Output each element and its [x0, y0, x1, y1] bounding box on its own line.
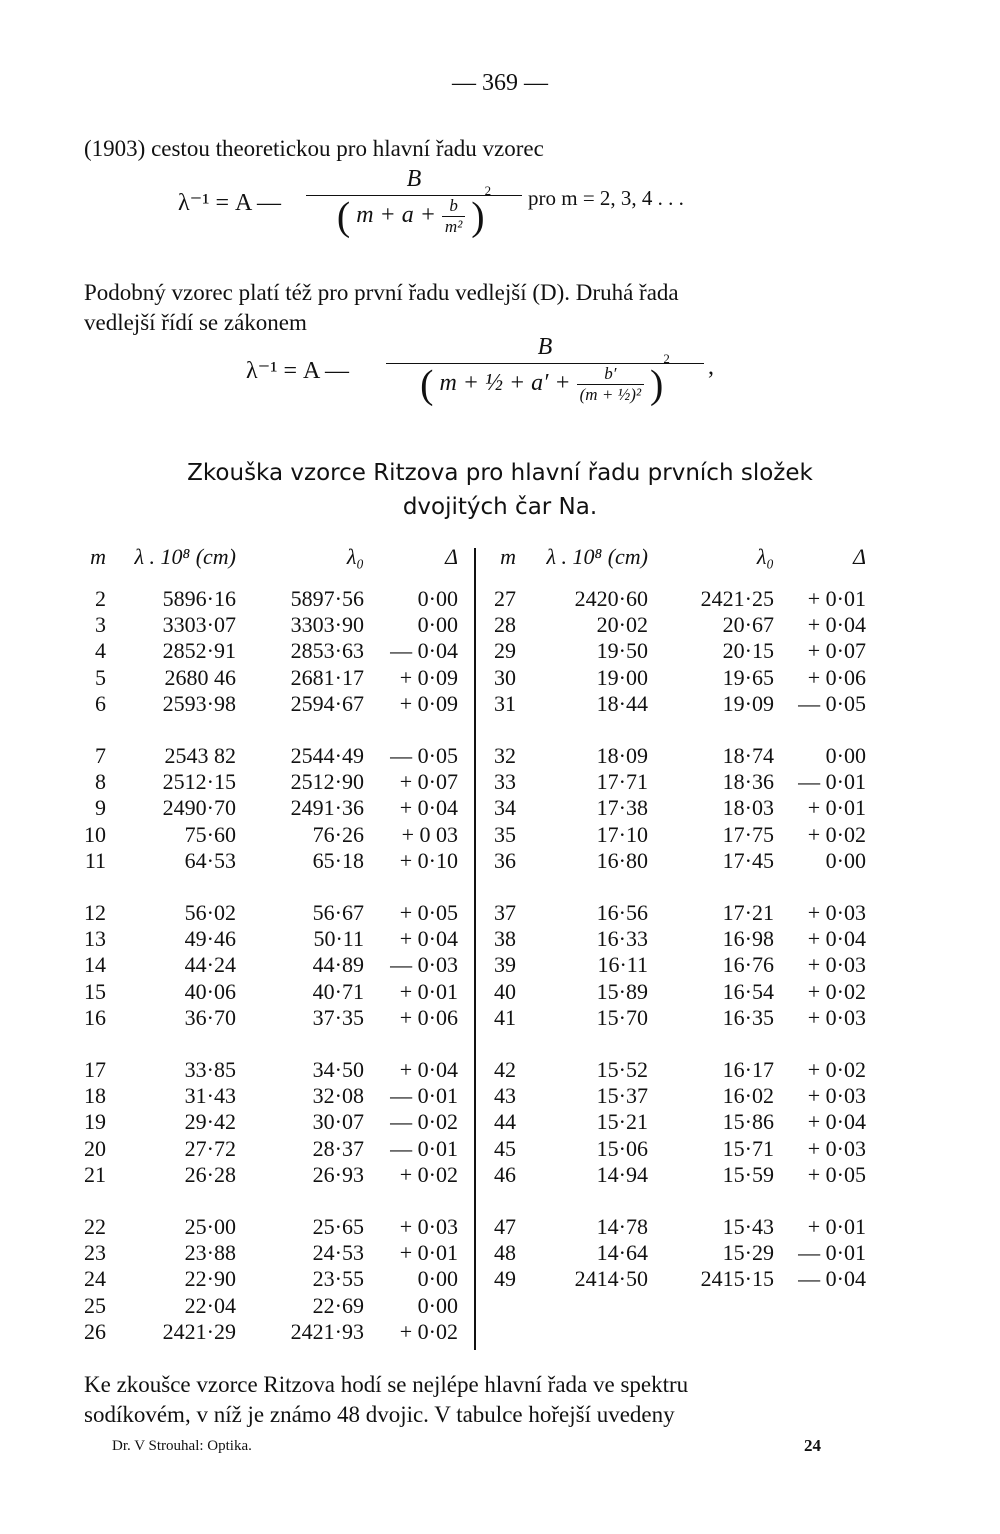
- right-cell-lambda0: 17·45: [722, 847, 774, 873]
- left-cell-m: 8: [95, 769, 106, 795]
- paragraph1-line1: Podobný vzorec platí též pro první řadu vedlejší (D). Druhá řada: [84, 280, 679, 305]
- right-cell-m: 32: [494, 743, 516, 768]
- right-cell-m: 47: [494, 1214, 516, 1239]
- right-cell-delta: + 0·04: [807, 1109, 866, 1135]
- right-header-delta: Δ: [853, 544, 866, 569]
- right-cell-lambda0: 2421·25: [700, 586, 774, 611]
- left-cell-lambda: 33·85: [184, 1057, 236, 1082]
- right-header-m: m: [500, 544, 516, 569]
- left-cell-lambda: 2543 82: [164, 743, 236, 768]
- left-cell-delta: — 0·04: [390, 638, 458, 664]
- right-cell-lambda0: 18·03: [722, 795, 774, 821]
- caption-line2: dvojitých čar Na.: [402, 494, 598, 520]
- left-cell-lambda0: 56·67: [312, 900, 364, 925]
- right-cell-lambda0: 17·21: [722, 900, 774, 925]
- left-cell-delta: — 0·01: [390, 1135, 458, 1161]
- left-cell-lambda0: 30·07: [312, 1109, 364, 1135]
- left-cell-delta: + 0·04: [399, 926, 458, 952]
- right-cell-lambda: 15·52: [596, 1057, 648, 1082]
- left-cell-lambda0: 23·55: [312, 1266, 364, 1292]
- right-cell-lambda: 16·11: [597, 952, 648, 978]
- right-cell-lambda: 17·71: [596, 769, 648, 795]
- left-cell-lambda0: 22·69: [312, 1292, 364, 1318]
- right-cell-m: 33: [494, 769, 516, 795]
- left-cell-lambda0: 25·65: [312, 1214, 364, 1239]
- left-cell-lambda: 25·00: [184, 1214, 236, 1239]
- left-cell-delta: + 0·07: [399, 769, 458, 795]
- left-cell-delta: + 0·09: [399, 690, 458, 716]
- right-cell-lambda: 2414·50: [574, 1266, 648, 1292]
- right-cell-lambda0: 19·65: [722, 664, 774, 690]
- footer-sheet-number: 24: [804, 1436, 821, 1455]
- right-cell-m: 39: [494, 952, 516, 978]
- right-cell-m: 37: [494, 900, 516, 925]
- right-cell-lambda0: 18·36: [722, 769, 774, 795]
- formula2-paren-close: ): [650, 361, 664, 407]
- right-cell-delta: + 0·07: [807, 638, 866, 664]
- left-cell-m: 21: [84, 1161, 106, 1187]
- left-cell-delta: + 0·04: [399, 1057, 458, 1082]
- left-cell-delta: 0·00: [417, 1292, 458, 1318]
- right-cell-delta: + 0·02: [807, 821, 866, 847]
- footer-author: Dr. V Strouhal: Optika.: [112, 1438, 252, 1454]
- right-cell-m: 30: [494, 664, 516, 690]
- left-cell-lambda: 5896·16: [162, 586, 236, 611]
- right-cell-lambda: 15·89: [596, 978, 648, 1004]
- formula1-paren-open: (: [336, 193, 351, 239]
- right-cell-m: 44: [494, 1109, 516, 1135]
- right-cell-lambda: 16·56: [596, 900, 648, 925]
- right-cell-delta: + 0·02: [807, 978, 866, 1004]
- right-cell-lambda: 18·44: [596, 690, 648, 716]
- left-cell-m: 3: [95, 612, 106, 638]
- left-cell-m: 10: [84, 821, 106, 847]
- left-cell-m: 22: [84, 1214, 106, 1239]
- left-cell-m: 26: [84, 1318, 106, 1344]
- left-header-m: m: [90, 544, 106, 569]
- left-cell-m: 2: [95, 586, 106, 611]
- right-cell-m: 40: [494, 978, 516, 1004]
- formula2-lhs: λ⁻¹ = A —: [246, 358, 350, 384]
- left-cell-delta: + 0·09: [399, 664, 458, 690]
- left-cell-lambda0: 32·08: [312, 1083, 364, 1109]
- right-cell-lambda: 17·10: [596, 821, 648, 847]
- left-cell-lambda: 22·04: [184, 1292, 236, 1318]
- right-cell-delta: + 0·03: [807, 1135, 866, 1161]
- left-cell-delta: 0·00: [417, 1266, 458, 1292]
- left-cell-m: 18: [84, 1083, 106, 1109]
- right-cell-lambda0: 16·76: [722, 952, 774, 978]
- left-cell-delta: + 0·06: [399, 1004, 458, 1030]
- right-cell-lambda0: 15·71: [722, 1135, 774, 1161]
- right-cell-delta: + 0·02: [807, 1057, 866, 1082]
- caption-line1: Zkouška vzorce Ritzova pro hlavní řadu prvních složek: [187, 460, 813, 486]
- left-cell-lambda0: 2491·36: [290, 795, 364, 821]
- left-cell-lambda: 3303·07: [162, 612, 236, 638]
- left-cell-lambda: 2680 46: [164, 664, 236, 690]
- formula1-condition: pro m = 2, 3, 4 . . .: [528, 186, 684, 210]
- left-cell-delta: + 0·02: [399, 1318, 458, 1344]
- left-cell-delta: + 0·01: [399, 1240, 458, 1266]
- column-divider: [474, 548, 476, 1350]
- left-cell-delta: — 0·05: [390, 743, 458, 768]
- right-cell-lambda: 20·02: [596, 612, 648, 638]
- paragraph1-line2: vedlejší řídí se zákonem: [84, 310, 307, 335]
- right-cell-m: 27: [494, 586, 516, 611]
- right-cell-delta: — 0·04: [798, 1266, 866, 1292]
- left-cell-lambda: 44·24: [184, 952, 236, 978]
- left-cell-lambda0: 28·37: [312, 1135, 364, 1161]
- right-cell-lambda: 16·33: [596, 926, 648, 952]
- right-cell-lambda0: 18·74: [722, 743, 774, 768]
- left-cell-lambda: 64·53: [184, 847, 236, 873]
- right-cell-delta: + 0·03: [807, 900, 866, 925]
- right-cell-lambda0: 15·29: [722, 1240, 774, 1266]
- right-cell-lambda: 14·64: [596, 1240, 648, 1266]
- right-cell-lambda: 19·00: [596, 664, 648, 690]
- left-cell-lambda: 2852·91: [162, 638, 236, 664]
- right-cell-delta: + 0·01: [807, 795, 866, 821]
- right-cell-delta: + 0·01: [807, 1214, 866, 1239]
- left-cell-m: 16: [84, 1004, 106, 1030]
- right-cell-lambda0: 2415·15: [700, 1266, 774, 1292]
- right-cell-lambda0: 20·15: [722, 638, 774, 664]
- left-cell-m: 20: [84, 1135, 106, 1161]
- left-cell-lambda: 27·72: [184, 1135, 236, 1161]
- left-cell-lambda0: 34·50: [312, 1057, 364, 1082]
- paragraph2-line2: sodíkovém, v níž je známo 48 dvojic. V tabulce hořejší uvedeny: [84, 1402, 675, 1427]
- left-cell-m: 24: [84, 1266, 106, 1292]
- right-cell-delta: + 0·04: [807, 926, 866, 952]
- right-cell-m: 43: [494, 1083, 516, 1109]
- left-cell-m: 23: [84, 1240, 106, 1266]
- formula1-inner-den: m²: [444, 217, 463, 236]
- formula1-numerator: B: [306, 166, 522, 196]
- right-cell-delta: + 0·03: [807, 1083, 866, 1109]
- right-cell-lambda: 16·80: [596, 847, 648, 873]
- right-cell-delta: 0·00: [825, 743, 866, 768]
- left-cell-lambda0: 2681·17: [290, 664, 364, 690]
- left-cell-lambda: 2593·98: [162, 690, 236, 716]
- left-cell-m: 6: [95, 690, 106, 716]
- right-cell-lambda: 15·06: [596, 1135, 648, 1161]
- right-cell-delta: + 0·06: [807, 664, 866, 690]
- right-cell-lambda: 19·50: [596, 638, 648, 664]
- formula1-den-body: m + a +: [356, 202, 436, 229]
- left-cell-m: 14: [84, 952, 106, 978]
- formula1-paren-close: ): [471, 193, 485, 239]
- right-cell-delta: + 0·05: [807, 1161, 866, 1187]
- page-number: — 369 —: [452, 70, 548, 96]
- right-cell-delta: + 0·01: [807, 586, 866, 611]
- right-cell-m: 48: [494, 1240, 516, 1266]
- right-cell-lambda0: 16·98: [722, 926, 774, 952]
- left-cell-lambda: 29·42: [184, 1109, 236, 1135]
- left-cell-m: 19: [84, 1109, 106, 1135]
- left-cell-delta: + 0·05: [399, 900, 458, 925]
- right-cell-lambda: 14·94: [596, 1161, 648, 1187]
- left-cell-delta: — 0·01: [390, 1083, 458, 1109]
- left-cell-lambda: 40·06: [184, 978, 236, 1004]
- left-cell-lambda0: 76·26: [312, 821, 364, 847]
- left-cell-delta: + 0·02: [399, 1161, 458, 1187]
- left-cell-delta: + 0·01: [399, 978, 458, 1004]
- formula2-den-body: m + ½ + a′ +: [439, 370, 571, 397]
- formula2-tail: ,: [708, 354, 714, 380]
- left-cell-delta: 0·00: [417, 586, 458, 611]
- right-cell-m: 36: [494, 847, 516, 873]
- right-cell-lambda: 14·78: [596, 1214, 648, 1239]
- left-cell-lambda0: 65·18: [312, 847, 364, 873]
- left-cell-m: 13: [84, 926, 106, 952]
- right-header-lambda: λ . 10⁸ (cm): [546, 544, 648, 569]
- paragraph2-line1: Ke zkoušce vzorce Ritzova hodí se nejlépe hlavní řada ve spektru: [84, 1372, 689, 1397]
- right-cell-lambda: 15·21: [596, 1109, 648, 1135]
- right-cell-m: 31: [494, 690, 516, 716]
- left-cell-lambda: 2490·70: [162, 795, 236, 821]
- right-cell-m: 34: [494, 795, 516, 821]
- left-cell-delta: 0·00: [417, 612, 458, 638]
- right-cell-delta: + 0·04: [807, 612, 866, 638]
- formula2-numerator: B: [386, 334, 704, 364]
- left-cell-lambda0: 24·53: [312, 1240, 364, 1266]
- left-cell-lambda0: 44·89: [312, 952, 364, 978]
- left-cell-lambda: 26·28: [184, 1161, 236, 1187]
- right-cell-delta: — 0·05: [798, 690, 866, 716]
- left-cell-lambda0: 40·71: [312, 978, 364, 1004]
- left-cell-delta: — 0·03: [390, 952, 458, 978]
- right-cell-lambda0: 16·02: [722, 1083, 774, 1109]
- left-cell-lambda0: 50·11: [313, 926, 364, 952]
- right-cell-lambda0: 15·59: [722, 1161, 774, 1187]
- left-cell-lambda0: 2544·49: [290, 743, 364, 768]
- left-cell-m: 11: [84, 847, 106, 873]
- left-header-lambda: λ . 10⁸ (cm): [134, 544, 236, 569]
- left-cell-lambda0: 3303·90: [290, 612, 364, 638]
- left-cell-lambda: 31·43: [184, 1083, 236, 1109]
- left-cell-lambda0: 2512·90: [290, 769, 364, 795]
- right-cell-lambda: 15·70: [596, 1004, 648, 1030]
- left-cell-lambda: 56·02: [184, 900, 236, 925]
- left-cell-lambda0: 2421·93: [290, 1318, 364, 1344]
- right-cell-m: 35: [494, 821, 516, 847]
- right-cell-lambda: 18·09: [596, 743, 648, 768]
- right-cell-lambda0: 19·09: [722, 690, 774, 716]
- left-cell-lambda: 75·60: [184, 821, 236, 847]
- left-cell-lambda0: 5897·56: [290, 586, 364, 611]
- left-cell-m: 12: [84, 900, 106, 925]
- left-cell-lambda0: 2853·63: [290, 638, 364, 664]
- right-cell-lambda0: 16·35: [722, 1004, 774, 1030]
- right-cell-m: 38: [494, 926, 516, 952]
- formula1-inner-num: b: [442, 196, 465, 217]
- right-cell-lambda0: 17·75: [722, 821, 774, 847]
- right-cell-lambda: 17·38: [596, 795, 648, 821]
- left-cell-lambda: 2512·15: [162, 769, 236, 795]
- left-cell-m: 15: [84, 978, 106, 1004]
- right-cell-delta: — 0·01: [798, 1240, 866, 1266]
- left-cell-lambda0: 2594·67: [290, 690, 364, 716]
- right-cell-delta: + 0·03: [807, 952, 866, 978]
- right-cell-m: 42: [494, 1057, 516, 1082]
- left-cell-lambda: 22·90: [184, 1266, 236, 1292]
- left-cell-delta: + 0·10: [399, 847, 458, 873]
- right-cell-lambda0: 15·43: [722, 1214, 774, 1239]
- formula2-power: 2: [663, 351, 670, 367]
- left-cell-delta: + 0·03: [399, 1214, 458, 1239]
- intro-text: (1903) cestou theoretickou pro hlavní řadu vzorec: [84, 136, 544, 161]
- right-cell-lambda: 2420·60: [574, 586, 648, 611]
- formula2-inner-den: (m + ½)²: [579, 385, 642, 404]
- formula2-paren-open: (: [420, 361, 434, 407]
- left-cell-lambda0: 26·93: [312, 1161, 364, 1187]
- left-cell-m: 9: [95, 795, 106, 821]
- right-cell-m: 28: [494, 612, 516, 638]
- left-cell-lambda: 49·46: [184, 926, 236, 952]
- right-cell-lambda0: 16·54: [722, 978, 774, 1004]
- left-cell-lambda0: 37·35: [312, 1004, 364, 1030]
- left-cell-delta: + 0·04: [399, 795, 458, 821]
- left-cell-m: 4: [95, 638, 106, 664]
- left-cell-lambda: 36·70: [184, 1004, 236, 1030]
- left-cell-lambda: 23·88: [184, 1240, 236, 1266]
- formula1-power: 2: [484, 183, 492, 199]
- right-cell-m: 45: [494, 1135, 516, 1161]
- left-cell-m: 17: [84, 1057, 106, 1082]
- right-header-lambda0: λ₀: [756, 544, 774, 569]
- right-cell-delta: — 0·01: [798, 769, 866, 795]
- right-cell-delta: 0·00: [825, 847, 866, 873]
- right-cell-m: 29: [494, 638, 516, 664]
- right-cell-lambda0: 15·86: [722, 1109, 774, 1135]
- left-cell-m: 25: [84, 1292, 106, 1318]
- left-header-delta: Δ: [445, 544, 458, 569]
- right-cell-lambda: 15·37: [596, 1083, 648, 1109]
- right-cell-lambda0: 16·17: [722, 1057, 774, 1082]
- formula1-lhs: λ⁻¹ = A —: [178, 190, 282, 216]
- left-cell-m: 5: [95, 664, 106, 690]
- formula2-inner-num: b′: [577, 364, 644, 385]
- left-cell-delta: + 0 03: [401, 821, 458, 847]
- left-cell-delta: — 0·02: [390, 1109, 458, 1135]
- left-cell-m: 7: [95, 743, 106, 768]
- right-cell-m: 49: [494, 1266, 516, 1292]
- left-cell-lambda: 2421·29: [162, 1318, 236, 1344]
- right-cell-lambda0: 20·67: [722, 612, 774, 638]
- left-header-lambda0: λ₀: [346, 544, 364, 569]
- right-cell-m: 46: [494, 1161, 516, 1187]
- right-cell-delta: + 0·03: [807, 1004, 866, 1030]
- right-cell-m: 41: [494, 1004, 516, 1030]
